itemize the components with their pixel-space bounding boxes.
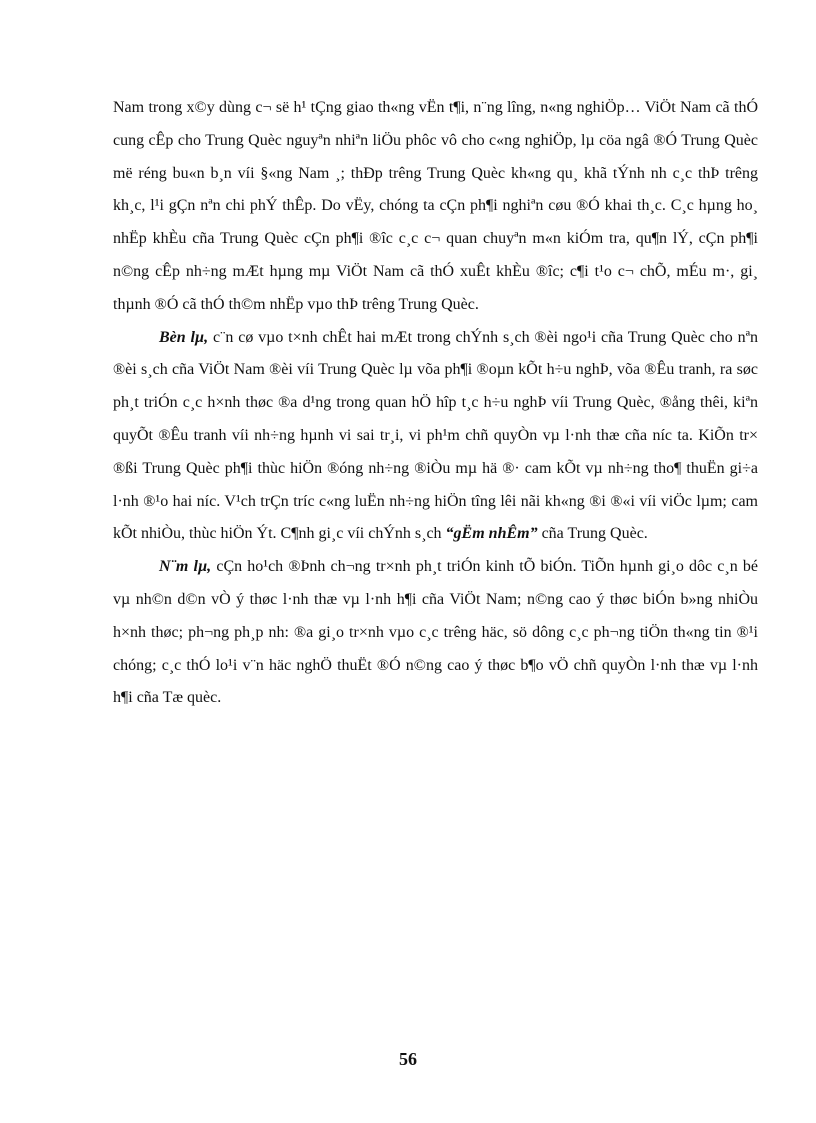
paragraph-3-lead: N¨m lµ, <box>159 558 212 576</box>
paragraph-2 <box>113 322 758 552</box>
paragraph-1-text: Nam trong x©y dùng c¬ së h¹ tÇng giao th«ng vËn t¶i, n¨ng lîng, n«ng nghiÖp… ViÖt Nam cã thÓ cung cÊp cho Trung Quèc nguyªn nhiªn liÖu phôc vô cho c«ng nghiÖp, lµ cöa ngâ ®Ó Trung Quèc më réng bu«n b¸n víi §«ng Nam ¸; thÐp trêng Trung Quèc kh«ng qu¸ khã tÝnh nh c¸c thÞ trêng kh¸c, l¹i gÇn nªn chi phÝ thÊp. Do vËy, chóng ta cÇn ph¶i nghiªn cøu ®Ó khai th¸c. C¸c hµng ho¸ nhËp khÈu cña Trung Quèc cÇn ph¶i ®îc c¸c c¬ quan chuyªn m«n kiÓm tra, qu¶n lÝ, cÇn ph¶i n©ng cÊp nh÷ng mÆt hµng mµ ViÖt Nam cã thÓ xuÊt khÈu ®îc; c¶i t¹o c¬ chÕ, mÉu m·, gi¸ thµnh ®Ó cã thÓ th©m nhËp vµo thÞ trêng Trung Quèc. <box>113 99 758 313</box>
paragraph-2-emphasis: “gËm nhÊm” <box>445 525 538 543</box>
paragraph-2-lead: Bèn lµ, <box>159 328 209 346</box>
paragraph-3-text: cÇn ho¹ch ®Þnh ch¬ng tr×nh ph¸t triÓn kinh tÕ biÓn. TiÕn hµnh gi¸o dôc c¸n bé vµ nh©n d©n vÒ ý thøc l·nh thæ vµ l·nh h¶i cña ViÖt Nam; n©ng cao ý thøc biÓn b»ng nhiÒu h×nh thøc; ph¬ng ph¸p nh: ®a gi¸o tr×nh vµo c¸c trêng häc, sö dông c¸c ph¬ng tiÖn th«ng tin ®¹i chóng; c¸c thÓ lo¹i v¨n häc nghÖ thuËt ®Ó n©ng cao ý thøc b¶o vÖ chñ quyÒn l·nh thæ vµ l·nh h¶i cña Tæ quèc. <box>113 558 759 707</box>
paragraph-2-text: c¨n cø vµo t×nh chÊt hai mÆt trong chÝnh s¸ch ®èi ngo¹i cña Trung Quèc cho nªn ®èi s¸ch cña ViÖt Nam ®èi víi Trung Quèc lµ võa ph¶i ®oµn kÕt h÷u nghÞ, võa ®Êu tranh, ra søc ph¸t triÓn c¸c h×nh thøc ®a d¹ng trong quan hÖ hîp t¸c h÷u nghÞ víi Trung Quèc, ®ång thêi, kiªn quyÕt ®Êu tranh víi nh÷ng hµnh vi sai tr¸i, vi ph¹m chñ quyÒn vµ l·nh thæ cña níc ta. KiÕn tr× ®ßi Trung Quèc ph¶i thùc hiÖn ®óng nh÷ng ®iÒu mµ hä ®· cam kÕt vµ nh÷ng tho¶ thuËn gi÷a l·nh ®¹o hai níc. V¹ch trÇn tríc c«ng luËn nh÷ng hiÖn tîng lêi nãi kh«ng ®i ®«i víi viÖc lµm; cam kÕt nhiÒu, thùc hiÖn Ýt. C¶nh gi¸c víi chÝnh s¸ch <box>113 328 758 543</box>
paragraph-1 <box>113 92 758 322</box>
paragraph-3 <box>113 551 758 715</box>
paragraph-2-tail: cña Trung Quèc. <box>537 525 648 543</box>
document-body <box>113 92 758 715</box>
page-number: 56 <box>399 1049 417 1069</box>
